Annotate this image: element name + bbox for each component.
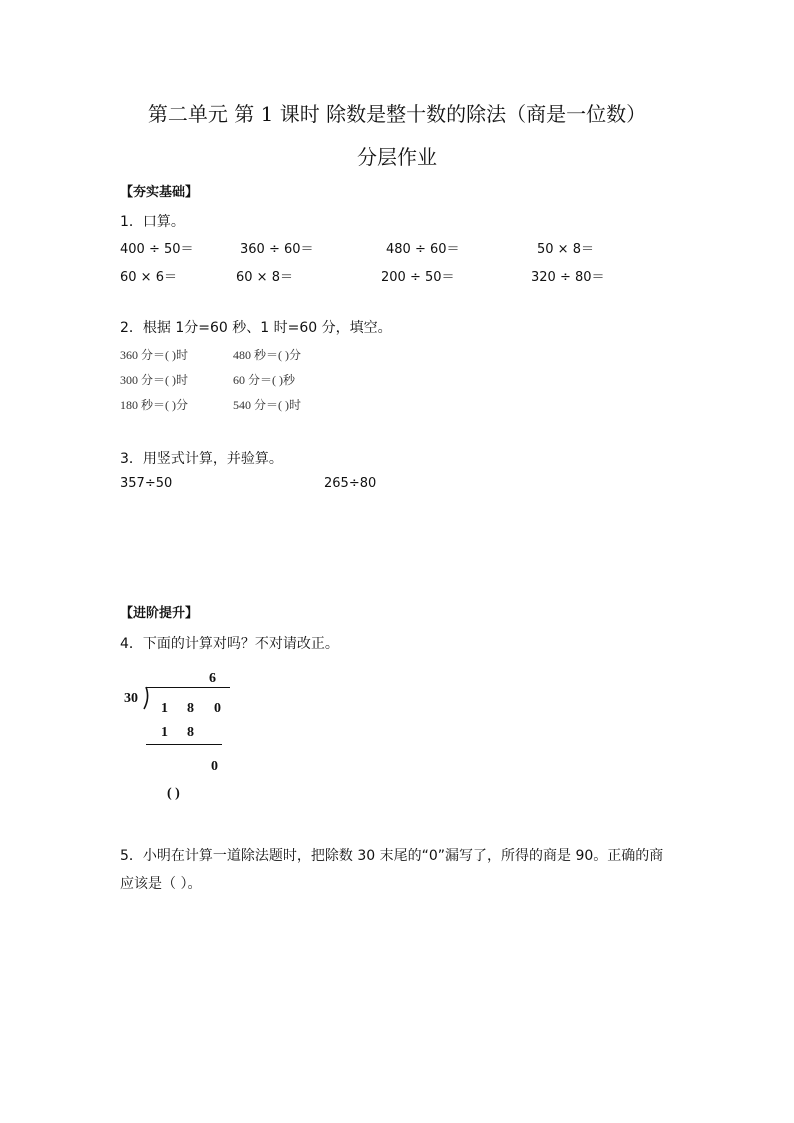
product-digit: 8 (187, 725, 194, 740)
q1-item: 200 ÷ 50＝ (381, 270, 455, 285)
subtraction-line (146, 744, 222, 745)
q1-item: 400 ÷ 50＝ (120, 242, 194, 257)
section-advanced-heading: 【进阶提升】 (120, 606, 199, 621)
q2-blank: 180 秒＝( )分 (120, 398, 188, 412)
product-digit: 1 (161, 725, 168, 740)
q1-item: 480 ÷ 60＝ (386, 242, 460, 257)
q1-item: 320 ÷ 80＝ (531, 270, 605, 285)
quotient-digit: 6 (209, 671, 216, 686)
q3-item: 357÷50 (120, 476, 173, 491)
page-subtitle: 分层作业 (357, 145, 437, 169)
remainder: 0 (211, 759, 218, 774)
q5-text-line1: 5．小明在计算一道除法题时，把除数 30 末尾的“0”漏写了，所得的商是 90。正确的商 (120, 848, 664, 864)
page-title: 第二单元 第 1 课时 除数是整十数的除法（商是一位数） (147, 102, 647, 126)
q2-blank: 480 秒＝( )分 (233, 348, 301, 362)
q4-answer-blank: ( ) (167, 786, 180, 801)
division-bracket (141, 686, 151, 710)
q2-blank: 300 分＝( )时 (120, 373, 188, 387)
q2-blank: 60 分＝( )秒 (233, 373, 295, 387)
q4-prompt: 4．下面的计算对吗？不对请改正。 (120, 636, 339, 652)
q3-prompt: 3．用竖式计算，并验算。 (120, 451, 283, 467)
q3-item: 265÷80 (324, 476, 377, 491)
division-bar (146, 687, 230, 688)
q2-blank: 540 分＝( )时 (233, 398, 301, 412)
q1-item: 360 ÷ 60＝ (240, 242, 314, 257)
dividend-digit: 1 (161, 701, 168, 716)
q1-prompt: 1．口算。 (120, 214, 185, 230)
dividend-digit: 0 (214, 701, 221, 716)
dividend-digit: 8 (187, 701, 194, 716)
q2-blank: 360 分＝( )时 (120, 348, 188, 362)
divisor: 30 (124, 691, 138, 706)
q1-item: 60 × 8＝ (236, 270, 293, 285)
section-basic-heading: 【夯实基础】 (120, 185, 199, 200)
q1-item: 60 × 6＝ (120, 270, 177, 285)
q5-text-line2: 应该是（ ）。 (120, 876, 202, 892)
q2-prompt: 2．根据 1分=60 秒、1 时=60 分，填空。 (120, 320, 392, 336)
q1-item: 50 × 8＝ (537, 242, 594, 257)
